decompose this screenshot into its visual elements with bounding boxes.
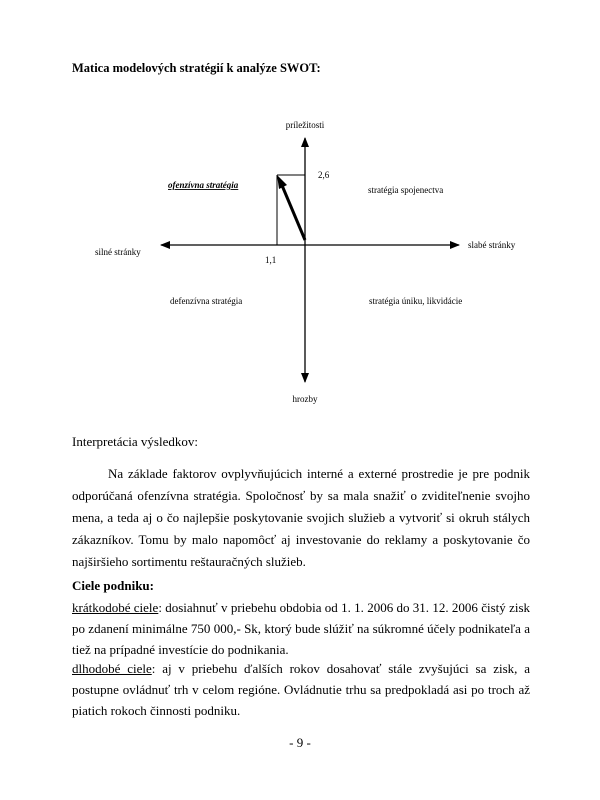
axis-label-right: slabé stránky [468,240,516,250]
quadrant-alliance-strategy: stratégia spojenectva [368,185,444,195]
axis-label-bottom: hrozby [292,394,318,404]
short-term-label: krátkodobé ciele [72,600,159,615]
long-term-text: : aj v priebehu ďalších rokov dosahovať stále zvyšujúci sa zisk, a postupne ovládnuť trh v celom regióne. Ovládnutie trhu sa predpokladá asi po troch až piatich rokoch činnosti podniku. [72,661,530,718]
section-heading: Matica modelových stratégií k analýze SWOT: [72,61,321,75]
page-number: - 9 - [289,735,311,750]
long-term-label: dlhodobé ciele [72,661,152,676]
long-term-goals [72,658,530,721]
quadrant-escape-strategy: stratégia úniku, likvidácie [369,296,463,306]
axis-label-top: príležitosti [285,120,325,130]
value-label-x: 1,1 [265,255,277,265]
strategy-vector-arrow [281,183,305,240]
goals-title: Ciele podniku: [72,578,154,593]
strategy-vector-arrowhead [277,175,287,189]
value-label-y: 2,6 [318,170,330,180]
quadrant-defensive-strategy: defenzívna stratégia [170,296,243,306]
quadrant-offensive-strategy: ofenzívna stratégia [168,180,239,190]
short-term-goals [72,597,530,660]
interpretation-paragraph: Na základe faktorov ovplyvňujúcich interné a externé prostredie je pre podnik odporúčaná ofenzívna stratégia. Spoločnosť by sa mala snažiť o zviditeľnenie svojho mena, a teda aj o čo najlepšie poskytovanie svojich služieb a vytvoriť si okruh stálych zákazníkov. Tomu by malo napomôcť aj investovanie do reklamy a poskytovanie čo najširšieho sortimentu reštauračných služieb. [72,466,530,569]
interpretation-title: Interpretácia výsledkov: [72,434,198,449]
short-term-text: : dosiahnuť v priebehu obdobia od 1. 1. 2006 do 31. 12. 2006 čistý zisk po zdanení minimálne 750 000,- Sk, ktorý bude slúžiť na súkromné účely podnikateľa a tiež na prípadné investície do podnikania. [72,600,531,657]
axis-label-left: silné stránky [95,247,141,257]
